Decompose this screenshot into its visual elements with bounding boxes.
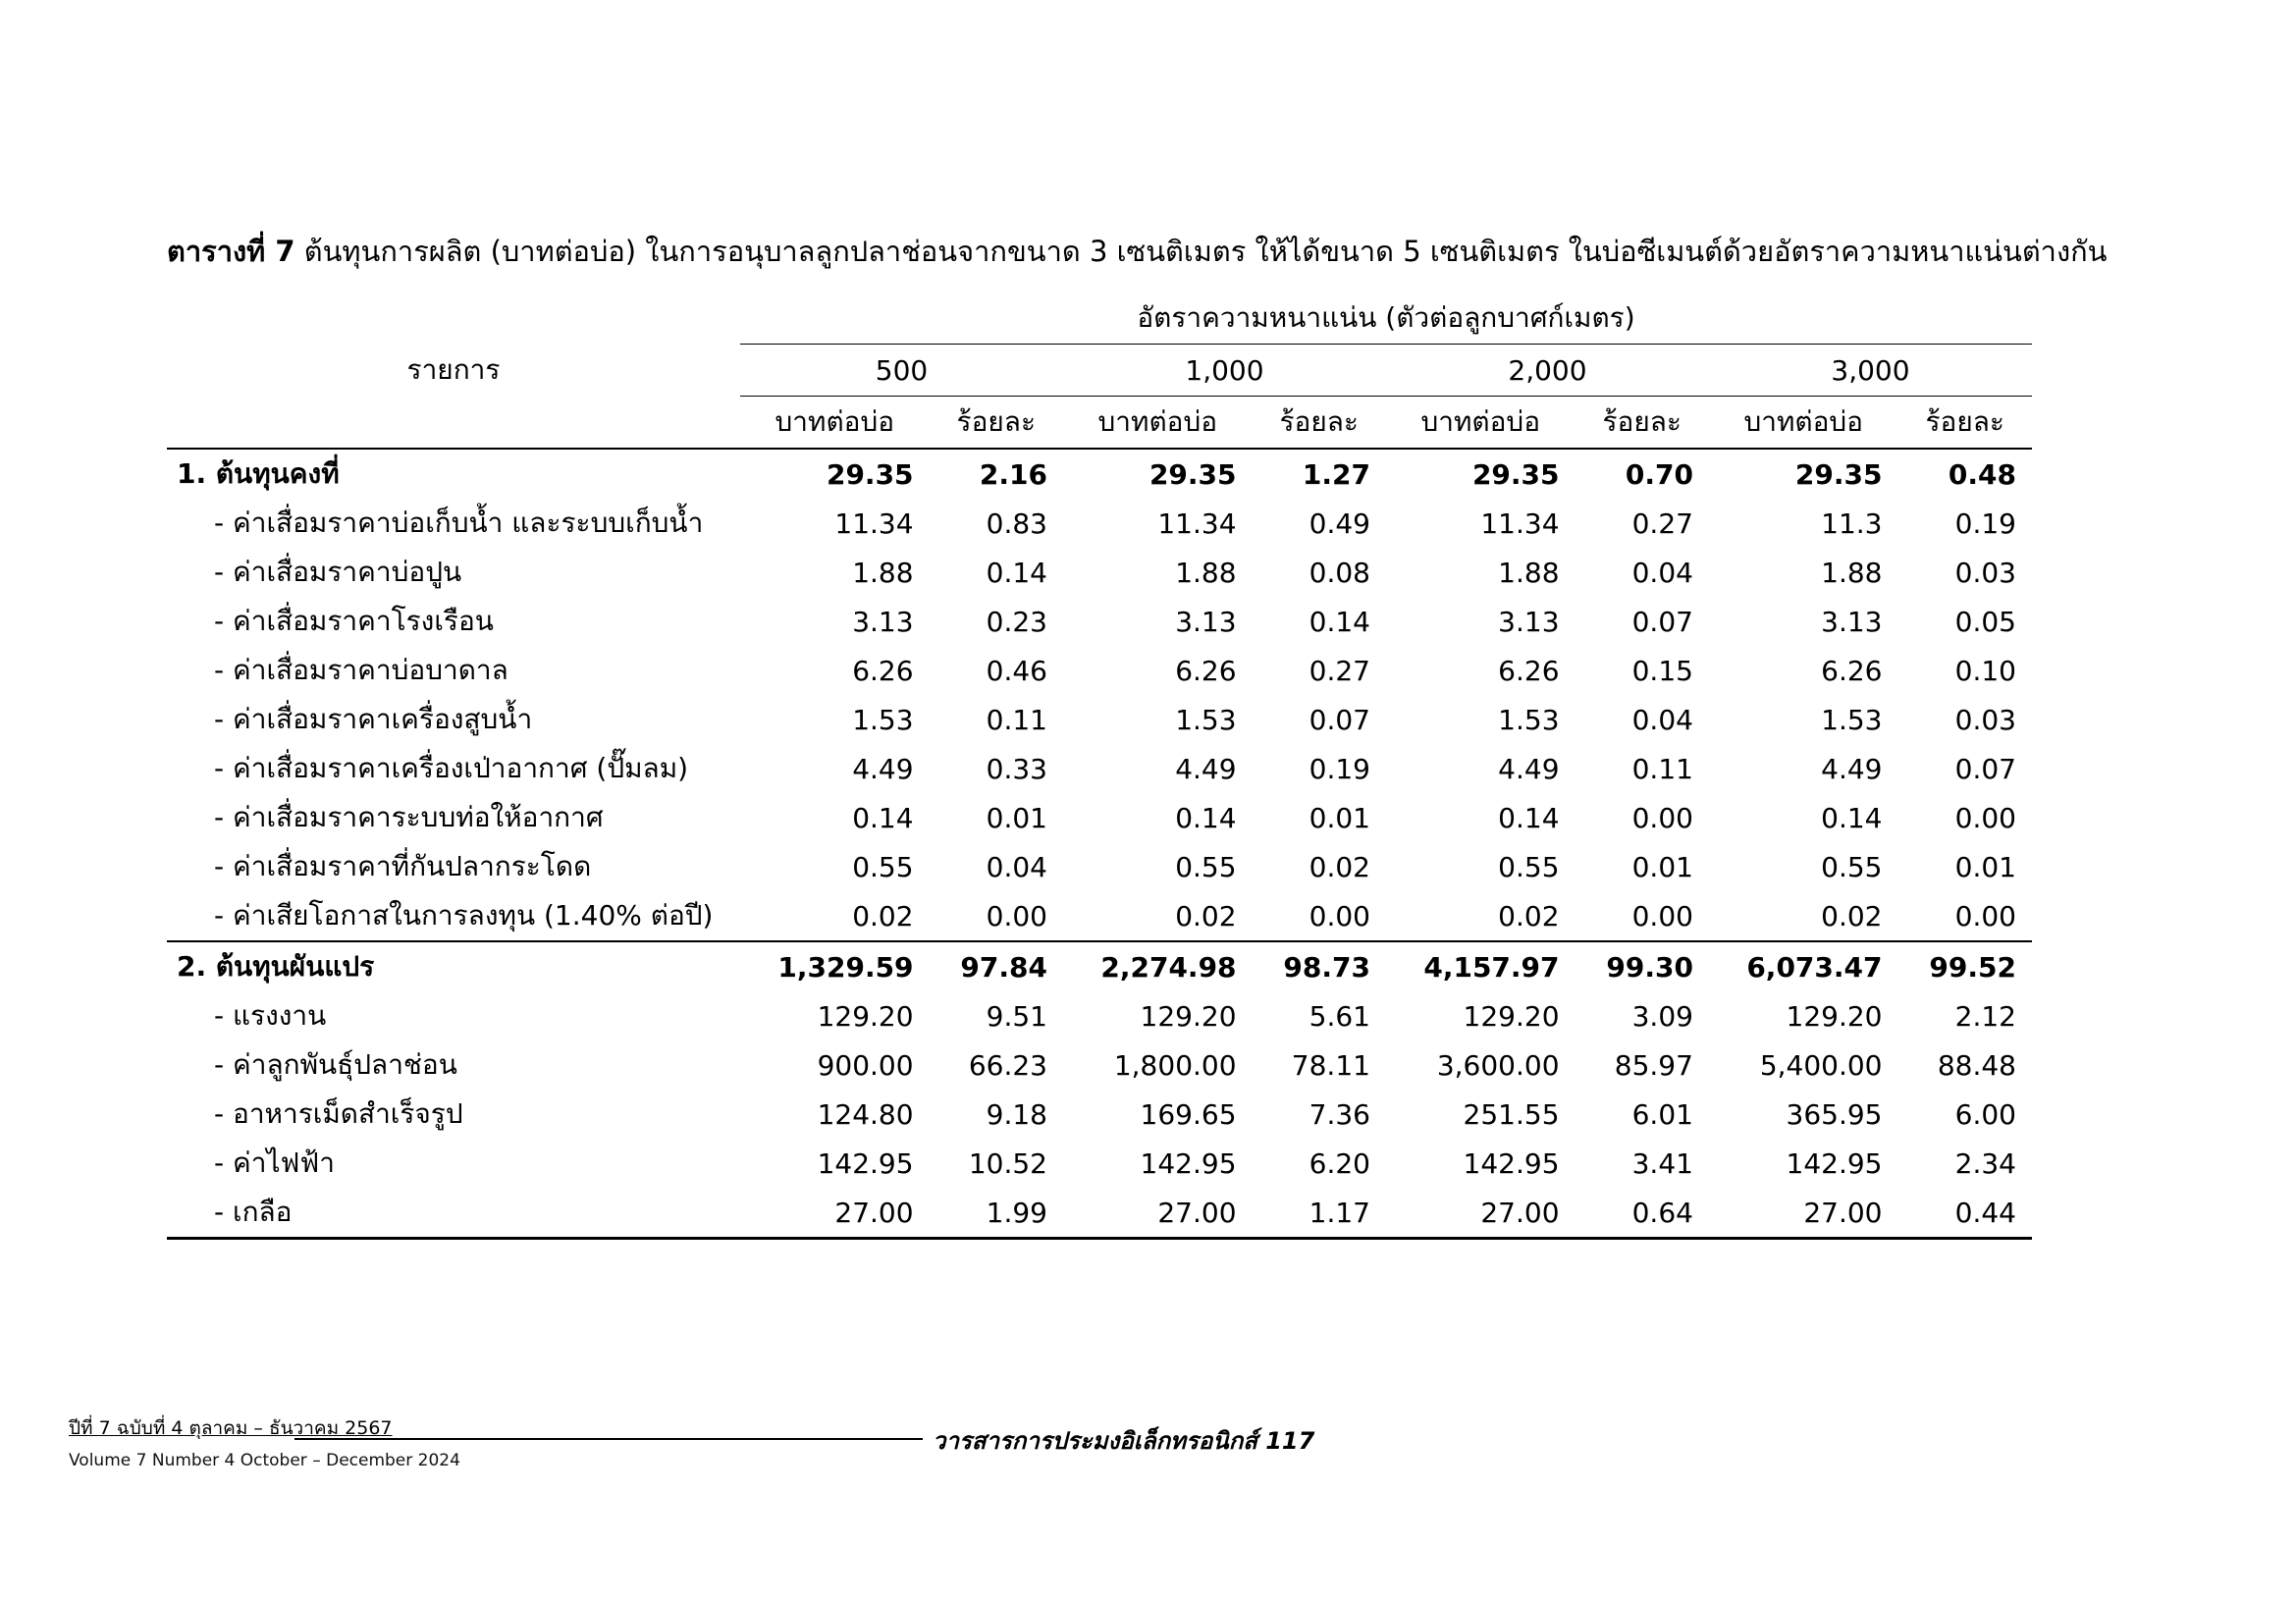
cell-baht-per-pond: 27.00 xyxy=(1709,1188,1898,1239)
cell-baht-per-pond: 251.55 xyxy=(1463,1097,1560,1131)
table-row xyxy=(167,744,2032,793)
cell-baht-per-pond: 900.00 xyxy=(817,1048,914,1082)
cell-baht-per-pond: 2,274.98 xyxy=(1063,941,1253,991)
cell-baht-per-pond: 1.88 xyxy=(1498,556,1560,589)
cell-baht-per-pond: 11.34 xyxy=(834,506,914,540)
cell-percent: 88.48 xyxy=(1937,1048,2016,1082)
table-row xyxy=(167,842,2032,891)
cell-percent: 0.23 xyxy=(986,605,1047,638)
table-row xyxy=(167,1040,2032,1090)
table-group-row xyxy=(167,449,2032,499)
density-header-500: 500 xyxy=(740,345,1063,397)
cell-percent: 0.08 xyxy=(1308,556,1370,589)
cell-baht-per-pond: 6,073.47 xyxy=(1709,941,1898,991)
cell-percent: 1.27 xyxy=(1302,457,1370,491)
cell-percent: 99.30 xyxy=(1575,941,1709,991)
cell-percent: 0.01 xyxy=(1631,850,1693,883)
cell-baht-per-pond: 365.95 xyxy=(1786,1097,1883,1131)
cell-percent: 0.02 xyxy=(1308,850,1370,883)
item-label: - ค่าเสียโอกาสในการลงทุน (1.40% ต่อปี) xyxy=(214,899,714,932)
cell-baht-per-pond: 124.80 xyxy=(817,1097,914,1131)
cell-baht-per-pond: 4.49 xyxy=(852,752,914,785)
cell-percent: 0.04 xyxy=(1631,556,1693,589)
cell-percent: 0.46 xyxy=(986,654,1047,687)
cell-percent: 0.07 xyxy=(1308,703,1370,736)
cell-baht-per-pond: 169.65 xyxy=(1140,1097,1237,1131)
cell-baht-per-pond: 0.14 xyxy=(852,801,914,834)
cell-percent: 0.27 xyxy=(1631,506,1693,540)
cell-baht-per-pond: 11.34 xyxy=(1480,506,1560,540)
cell-percent: 0.15 xyxy=(1631,654,1693,687)
cell-percent: 0.27 xyxy=(1308,654,1370,687)
table-header-row-1 xyxy=(167,293,2032,345)
cell-baht-per-pond: 0.55 xyxy=(1821,850,1883,883)
cell-percent: 0.05 xyxy=(1954,605,2016,638)
cell-baht-per-pond: 1,800.00 xyxy=(1113,1048,1237,1082)
cell-percent: 0.70 xyxy=(1625,457,1693,491)
cell-baht-per-pond: 0.55 xyxy=(852,850,914,883)
cost-table xyxy=(167,293,2032,1240)
cell-percent: 0.03 xyxy=(1954,703,2016,736)
table-row xyxy=(167,695,2032,744)
density-header-3000: 3,000 xyxy=(1709,345,2032,397)
cell-percent: 0.33 xyxy=(986,752,1047,785)
cell-baht-per-pond: 29.35 xyxy=(1148,457,1237,491)
cell-percent: 6.20 xyxy=(1308,1146,1370,1180)
item-label: - อาหารเม็ดสำเร็จรูป xyxy=(214,1097,463,1130)
cell-percent: 0.00 xyxy=(1954,899,2016,933)
table-body xyxy=(167,449,2032,1239)
cell-baht-per-pond: 1.53 xyxy=(1498,703,1560,736)
cell-baht-per-pond: 1.88 xyxy=(852,556,914,589)
cell-percent: 78.11 xyxy=(1291,1048,1370,1082)
cell-baht-per-pond: 1.53 xyxy=(852,703,914,736)
sub-header: บาทต่อบ่อ xyxy=(1063,397,1253,450)
cell-baht-per-pond: 27.00 xyxy=(740,1188,930,1239)
item-label: - แรงงาน xyxy=(214,999,327,1032)
cell-percent: 99.52 xyxy=(1898,941,2033,991)
cell-percent: 0.48 xyxy=(1948,457,2016,491)
cell-percent: 0.04 xyxy=(986,850,1047,883)
cell-baht-per-pond: 6.26 xyxy=(1821,654,1883,687)
cell-baht-per-pond: 0.55 xyxy=(1498,850,1560,883)
item-column-header: รายการ xyxy=(167,293,740,449)
cell-percent: 0.01 xyxy=(986,801,1047,834)
footer-issue-thai: ปีที่ 7 ฉบับที่ 4 ตุลาคม – ธันวาคม 2567 xyxy=(69,1417,393,1439)
table-caption xyxy=(167,232,2108,271)
cell-baht-per-pond: 0.02 xyxy=(1498,899,1560,933)
sub-header: ร้อยละ xyxy=(1575,397,1709,450)
cell-baht-per-pond: 3.13 xyxy=(1498,605,1560,638)
cell-baht-per-pond: 4.49 xyxy=(1175,752,1237,785)
cell-baht-per-pond: 129.20 xyxy=(1786,999,1883,1033)
cell-baht-per-pond: 0.14 xyxy=(1498,801,1560,834)
cell-percent: 5.61 xyxy=(1308,999,1370,1033)
table-row xyxy=(167,793,2032,842)
cell-percent: 0.01 xyxy=(1954,850,2016,883)
table-row xyxy=(167,1188,2032,1239)
cell-baht-per-pond: 27.00 xyxy=(1063,1188,1253,1239)
density-column-header: อัตราความหนาแน่น (ตัวต่อลูกบาศก์เมตร) xyxy=(740,293,2032,345)
cell-percent: 0.01 xyxy=(1308,801,1370,834)
cell-percent: 98.73 xyxy=(1253,941,1386,991)
cell-baht-per-pond: 1.88 xyxy=(1175,556,1237,589)
table-row xyxy=(167,499,2032,548)
cell-baht-per-pond: 6.26 xyxy=(852,654,914,687)
cell-baht-per-pond: 0.02 xyxy=(1175,899,1237,933)
cell-percent: 2.34 xyxy=(1954,1146,2016,1180)
cell-percent: 2.16 xyxy=(979,457,1047,491)
table-row xyxy=(167,1139,2032,1188)
cell-baht-per-pond: 11.34 xyxy=(1157,506,1237,540)
cell-baht-per-pond: 3.13 xyxy=(852,605,914,638)
cell-percent: 6.00 xyxy=(1954,1097,2016,1131)
cell-percent: 1.17 xyxy=(1253,1188,1386,1239)
cell-baht-per-pond: 142.95 xyxy=(1140,1146,1237,1180)
table-caption-label: ตารางที่ 7 xyxy=(167,235,295,268)
table-row xyxy=(167,991,2032,1040)
cell-percent: 0.19 xyxy=(1308,752,1370,785)
cell-percent: 6.01 xyxy=(1631,1097,1693,1131)
cell-baht-per-pond: 3.13 xyxy=(1175,605,1237,638)
cell-baht-per-pond: 0.55 xyxy=(1175,850,1237,883)
cell-baht-per-pond: 27.00 xyxy=(1386,1188,1575,1239)
cell-percent: 2.12 xyxy=(1954,999,2016,1033)
cell-baht-per-pond: 0.02 xyxy=(1821,899,1883,933)
cell-baht-per-pond: 5,400.00 xyxy=(1759,1048,1883,1082)
cell-percent: 1.99 xyxy=(930,1188,1063,1239)
cell-percent: 0.64 xyxy=(1575,1188,1709,1239)
cell-percent: 85.97 xyxy=(1614,1048,1693,1082)
item-label: - ค่าเสื่อมราคาบ่อบาดาล xyxy=(214,654,508,686)
table-row xyxy=(167,1090,2032,1139)
table-row xyxy=(167,548,2032,597)
item-label: - ค่าไฟฟ้า xyxy=(214,1146,335,1179)
cell-baht-per-pond: 1.53 xyxy=(1175,703,1237,736)
cell-percent: 0.19 xyxy=(1954,506,2016,540)
cell-baht-per-pond: 142.95 xyxy=(817,1146,914,1180)
sub-header: ร้อยละ xyxy=(1898,397,2033,450)
cell-baht-per-pond: 142.95 xyxy=(1463,1146,1560,1180)
cell-baht-per-pond: 129.20 xyxy=(1140,999,1237,1033)
cell-percent: 0.00 xyxy=(986,899,1047,933)
cell-percent: 0.00 xyxy=(1631,801,1693,834)
item-label: - ค่าเสื่อมราคาเครื่องเป่าอากาศ (ปั๊มลม) xyxy=(214,752,689,784)
cell-baht-per-pond: 11.3 xyxy=(1821,506,1883,540)
cell-baht-per-pond: 129.20 xyxy=(817,999,914,1033)
footer-divider xyxy=(294,1438,923,1440)
item-label: - ค่าเสื่อมราคาบ่อปูน xyxy=(214,556,462,588)
sub-header: ร้อยละ xyxy=(1253,397,1386,450)
cell-baht-per-pond: 6.26 xyxy=(1498,654,1560,687)
cell-percent: 9.51 xyxy=(986,999,1047,1033)
density-header-1000: 1,000 xyxy=(1063,345,1386,397)
sub-header: บาทต่อบ่อ xyxy=(1709,397,1898,450)
cell-percent: 0.10 xyxy=(1954,654,2016,687)
cell-percent: 0.49 xyxy=(1308,506,1370,540)
cell-baht-per-pond: 4.49 xyxy=(1498,752,1560,785)
cell-percent: 0.00 xyxy=(1308,899,1370,933)
item-label: - ค่าเสื่อมราคาโรงเรือน xyxy=(214,605,494,637)
cell-baht-per-pond: 6.26 xyxy=(1175,654,1237,687)
item-label: - ค่าเสื่อมราคาเครื่องสูบน้ำ xyxy=(214,703,533,735)
cell-percent: 7.36 xyxy=(1308,1097,1370,1131)
cell-percent: 0.07 xyxy=(1954,752,2016,785)
cell-percent: 0.11 xyxy=(1631,752,1693,785)
cell-percent: 0.44 xyxy=(1898,1188,2033,1239)
cell-percent: 66.23 xyxy=(968,1048,1047,1082)
cell-baht-per-pond: 3.13 xyxy=(1821,605,1883,638)
sub-header: บาทต่อบ่อ xyxy=(1386,397,1575,450)
cell-baht-per-pond: 3,600.00 xyxy=(1436,1048,1560,1082)
cell-percent: 0.00 xyxy=(1954,801,2016,834)
cell-baht-per-pond: 129.20 xyxy=(1463,999,1560,1033)
density-header-2000: 2,000 xyxy=(1386,345,1709,397)
sub-header: บาทต่อบ่อ xyxy=(740,397,930,450)
cell-baht-per-pond: 1.88 xyxy=(1821,556,1883,589)
group-label: 2. ต้นทุนผันแปร xyxy=(167,941,740,991)
cell-percent: 0.03 xyxy=(1954,556,2016,589)
cell-baht-per-pond: 4,157.97 xyxy=(1386,941,1575,991)
cell-baht-per-pond: 29.35 xyxy=(826,457,914,491)
item-label: - ค่าเสื่อมราคาที่กันปลากระโดด xyxy=(214,850,592,882)
cell-baht-per-pond: 0.14 xyxy=(1821,801,1883,834)
footer-issue-english: Volume 7 Number 4 October – December 2024 xyxy=(69,1451,460,1470)
cell-baht-per-pond: 1.53 xyxy=(1821,703,1883,736)
cell-baht-per-pond: 0.02 xyxy=(852,899,914,933)
item-label: - ค่าเสื่อมราคาระบบท่อให้อากาศ xyxy=(214,801,604,833)
cell-percent: 0.14 xyxy=(986,556,1047,589)
cell-percent: 0.14 xyxy=(1308,605,1370,638)
table-caption-text: ต้นทุนการผลิต (บาทต่อบ่อ) ในการอนุบาลลูกปลาช่อนจากขนาด 3 เซนติเมตร ให้ได้ขนาด 5 เซนติเมตร ในบ่อซีเมนต์ด้วยอัตราความหนาแน่นต่างกัน xyxy=(303,235,2108,268)
cell-baht-per-pond: 1,329.59 xyxy=(740,941,930,991)
table-row xyxy=(167,646,2032,695)
cell-percent: 97.84 xyxy=(930,941,1063,991)
cell-percent: 9.18 xyxy=(986,1097,1047,1131)
cell-baht-per-pond: 4.49 xyxy=(1821,752,1883,785)
item-label: - เกลือ xyxy=(167,1188,740,1239)
cell-baht-per-pond: 29.35 xyxy=(1471,457,1560,491)
table-row xyxy=(167,597,2032,646)
cell-percent: 0.11 xyxy=(986,703,1047,736)
sub-header: ร้อยละ xyxy=(930,397,1063,450)
cell-percent: 0.83 xyxy=(986,506,1047,540)
table-row xyxy=(167,891,2032,941)
cell-baht-per-pond: 142.95 xyxy=(1786,1146,1883,1180)
cell-baht-per-pond: 0.14 xyxy=(1175,801,1237,834)
group-label: 1. ต้นทุนคงที่ xyxy=(177,457,340,490)
table-group-row xyxy=(167,941,2032,991)
cell-percent: 0.07 xyxy=(1631,605,1693,638)
cell-percent: 3.09 xyxy=(1631,999,1693,1033)
item-label: - ค่าเสื่อมราคาบ่อเก็บน้ำ และระบบเก็บน้ำ xyxy=(214,506,704,539)
cell-percent: 10.52 xyxy=(968,1146,1047,1180)
cell-baht-per-pond: 29.35 xyxy=(1794,457,1883,491)
footer-journal-page: วารสารการประมงอิเล็กทรอนิกส์ 117 xyxy=(933,1427,1315,1455)
cell-percent: 3.41 xyxy=(1631,1146,1693,1180)
item-label: - ค่าลูกพันธุ์ปลาช่อน xyxy=(214,1048,457,1081)
cell-percent: 0.00 xyxy=(1631,899,1693,933)
cell-percent: 0.04 xyxy=(1631,703,1693,736)
